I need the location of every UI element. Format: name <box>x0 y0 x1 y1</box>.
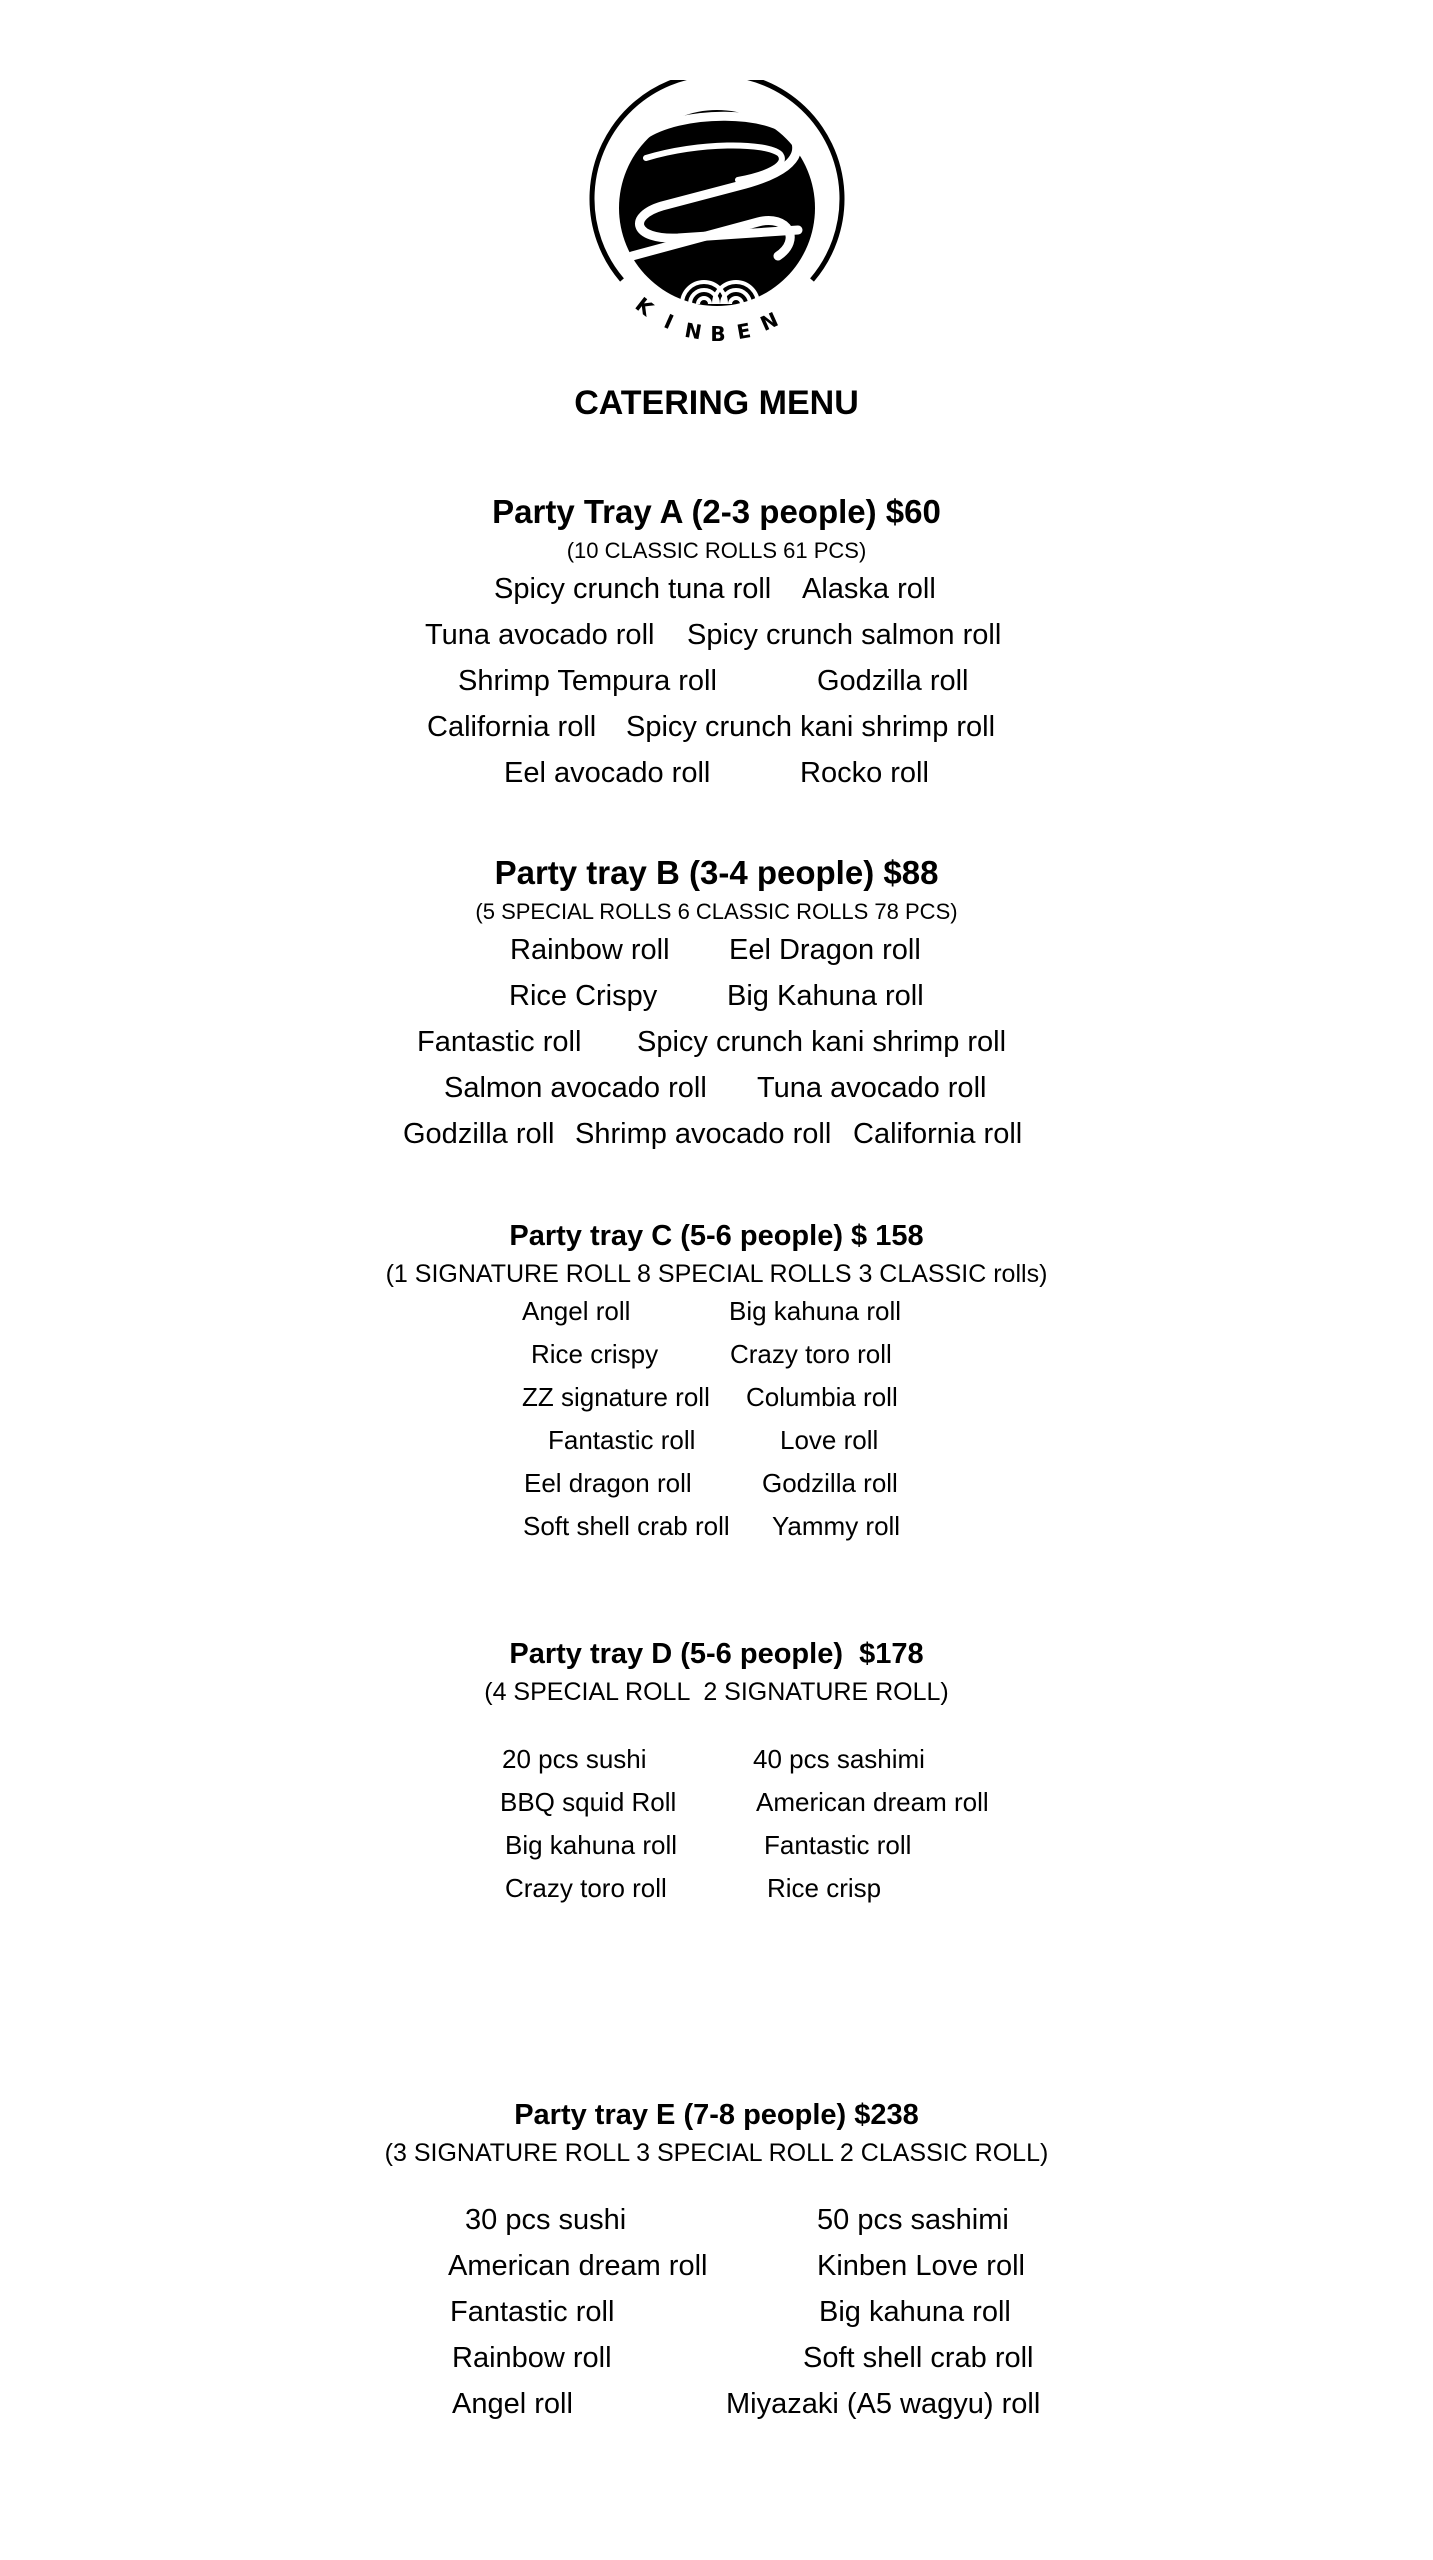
menu-item: Big Kahuna roll <box>727 980 924 1012</box>
menu-item: Big kahuna roll <box>819 2296 1011 2328</box>
menu-row <box>0 1019 1433 1065</box>
menu-item: Angel roll <box>522 1296 631 1326</box>
tray-title: Party tray D (5-6 people) $178 <box>509 1638 924 1670</box>
menu-item: Tuna avocado roll <box>425 619 655 651</box>
menu-row <box>0 750 1433 796</box>
menu-item: ZZ signature roll <box>522 1382 710 1412</box>
menu-row <box>0 1333 1433 1376</box>
menu-item: Fantastic roll <box>548 1425 696 1455</box>
menu-item: Love roll <box>780 1425 879 1455</box>
menu-row <box>0 1462 1433 1505</box>
tray-title: Party Tray A (2-3 people) $60 <box>492 493 941 530</box>
menu-item: Spicy crunch kani shrimp roll <box>637 1026 1007 1058</box>
menu-item: Eel dragon roll <box>524 1468 692 1498</box>
menu-row <box>0 1376 1433 1419</box>
menu-row <box>0 1111 1433 1157</box>
menu-item: Spicy crunch tuna roll <box>494 573 772 605</box>
menu-item: 20 pcs sushi <box>502 1744 647 1774</box>
menu-item: Miyazaki (A5 wagyu) roll <box>726 2388 1041 2420</box>
svg-text:E: E <box>734 318 753 345</box>
menu-item: Columbia roll <box>746 1382 898 1412</box>
tray-title: Party tray C (5-6 people) $ 158 <box>509 1220 924 1252</box>
menu-row <box>0 2243 1433 2289</box>
tray-a-section <box>0 490 1433 796</box>
menu-item: Soft shell crab roll <box>523 1511 730 1541</box>
menu-row <box>0 973 1433 1019</box>
menu-item: Salmon avocado roll <box>444 1072 707 1104</box>
menu-item: Spicy crunch kani shrimp roll <box>626 711 996 743</box>
tray-e-section <box>0 2095 1433 2427</box>
menu-item: Soft shell crab roll <box>803 2342 1034 2374</box>
menu-item: Eel Dragon roll <box>729 934 921 966</box>
menu-item: Fantastic roll <box>764 1830 912 1860</box>
tray-subtitle: (5 SPECIAL ROLLS 6 CLASSIC ROLLS 78 PCS) <box>475 899 958 924</box>
menu-item: BBQ squid Roll <box>500 1787 677 1817</box>
menu-item: 50 pcs sashimi <box>817 2204 1009 2236</box>
menu-item: Rice crisp <box>767 1873 882 1903</box>
menu-row <box>0 1781 1433 1824</box>
menu-row <box>0 1419 1433 1462</box>
menu-item: California roll <box>853 1118 1023 1150</box>
svg-text:K: K <box>630 292 658 321</box>
menu-row <box>0 658 1433 704</box>
menu-item: Big kahuna roll <box>729 1296 901 1326</box>
menu-row <box>0 1824 1433 1867</box>
tray-title: Party tray B (3-4 people) $88 <box>494 854 939 891</box>
menu-item: Rice Crispy <box>509 980 658 1012</box>
menu-row <box>0 566 1433 612</box>
svg-text:N: N <box>682 317 704 345</box>
tray-title: Party tray E (7-8 people) $238 <box>514 2099 919 2131</box>
menu-item: 40 pcs sashimi <box>753 1744 925 1774</box>
tray-d-section <box>0 1634 1433 1910</box>
svg-text:N: N <box>756 307 782 336</box>
menu-row <box>0 704 1433 750</box>
menu-item: Tuna avocado roll <box>757 1072 987 1104</box>
menu-item: Shrimp avocado roll <box>575 1118 832 1150</box>
menu-row <box>0 1065 1433 1111</box>
menu-item: Rice crispy <box>531 1339 659 1369</box>
menu-item: Shrimp Tempura roll <box>458 665 717 697</box>
tray-b-section <box>0 851 1433 1157</box>
menu-item: American dream roll <box>448 2250 708 2282</box>
kinben-logo-icon <box>588 80 846 350</box>
svg-text:B: B <box>710 322 726 346</box>
menu-item: Fantastic roll <box>450 2296 615 2328</box>
tray-subtitle: (10 CLASSIC ROLLS 61 PCS) <box>566 538 867 563</box>
menu-row <box>0 612 1433 658</box>
menu-row <box>0 1290 1433 1333</box>
tray-c-section <box>0 1216 1433 1548</box>
menu-item: Big kahuna roll <box>505 1830 677 1860</box>
menu-row <box>0 2381 1433 2427</box>
tray-subtitle: (3 SIGNATURE ROLL 3 SPECIAL ROLL 2 CLASSIC ROLL) <box>384 2139 1049 2167</box>
page-title: CATERING MENU <box>574 384 859 422</box>
menu-item: American dream roll <box>756 1787 989 1817</box>
menu-item: Kinben Love roll <box>817 2250 1025 2282</box>
menu-item: California roll <box>427 711 597 743</box>
menu-item: Rocko roll <box>800 757 929 789</box>
menu-item: Crazy toro roll <box>505 1873 667 1903</box>
menu-item: Yammy roll <box>772 1511 901 1541</box>
menu-item: Godzilla roll <box>762 1468 898 1498</box>
menu-item: Alaska roll <box>802 573 936 605</box>
tray-subtitle: (4 SPECIAL ROLL 2 SIGNATURE ROLL) <box>484 1678 949 1706</box>
tray-subtitle: (1 SIGNATURE ROLL 8 SPECIAL ROLLS 3 CLASSIC rolls) <box>385 1260 1048 1288</box>
menu-row <box>0 927 1433 973</box>
menu-item: Crazy toro roll <box>730 1339 892 1369</box>
menu-row <box>0 2197 1433 2243</box>
menu-row <box>0 1738 1433 1781</box>
menu-item: Eel avocado roll <box>504 757 711 789</box>
menu-item: Godzilla roll <box>403 1118 555 1150</box>
menu-row <box>0 2335 1433 2381</box>
menu-item: Rainbow roll <box>510 934 670 966</box>
menu-row <box>0 1867 1433 1910</box>
menu-item: Rainbow roll <box>452 2342 612 2374</box>
menu-item: Angel roll <box>452 2388 573 2420</box>
menu-item: Godzilla roll <box>817 665 969 697</box>
menu-item: Spicy crunch salmon roll <box>687 619 1002 651</box>
menu-item: 30 pcs sushi <box>465 2204 627 2236</box>
menu-row <box>0 2289 1433 2335</box>
menu-row <box>0 1505 1433 1548</box>
menu-item: Fantastic roll <box>417 1026 582 1058</box>
svg-text:I: I <box>660 309 678 335</box>
